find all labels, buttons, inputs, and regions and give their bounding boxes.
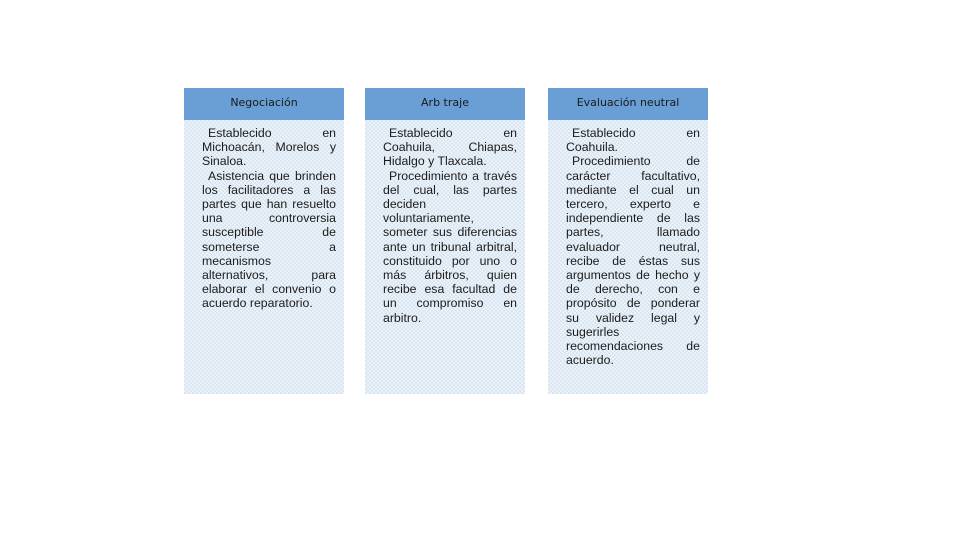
column-paragraph: Establecido en Michoacán, Morelos y Sinaloa. — [202, 126, 336, 169]
column-evaluacion-neutral — [548, 88, 708, 394]
column-paragraph: Asistencia que brinden los facilitadores a las partes que han resuelto una controversia susceptible de someterse a mecanismos alternativos, para elaborar el convenio o acuerdo reparatorio. — [202, 168, 336, 311]
column-paragraph: Procedimiento a través del cual, las partes deciden voluntariamente, someter sus diferencias ante un tribunal arbitral, constituido por uno o más árbitros, quien recibe esa facultad de un compromiso en arbitro. — [383, 168, 517, 325]
column-header: Negociación — [184, 88, 344, 120]
column-negociacion — [184, 88, 344, 394]
column-arbitraje — [365, 88, 525, 394]
column-header: Evaluación neutral — [548, 88, 708, 120]
column-paragraph: Establecido en Coahuila. — [566, 126, 700, 155]
column-body — [184, 120, 344, 394]
column-body — [548, 120, 708, 394]
column-body — [365, 120, 525, 394]
column-paragraph: Establecido en Coahuila, Chiapas, Hidalgo y Tlaxcala. — [383, 126, 517, 169]
column-paragraph: Procedimiento de carácter facultativo, mediante el cual un tercero, experto e independiente de las partes, llamado evaluador neutral, recibe de éstas sus argumentos de hecho y de derecho, con e propósito de ponderar su validez legal y sugerirles recomendaciones de acuerdo. — [566, 154, 700, 368]
column-header: Arb traje — [365, 88, 525, 120]
